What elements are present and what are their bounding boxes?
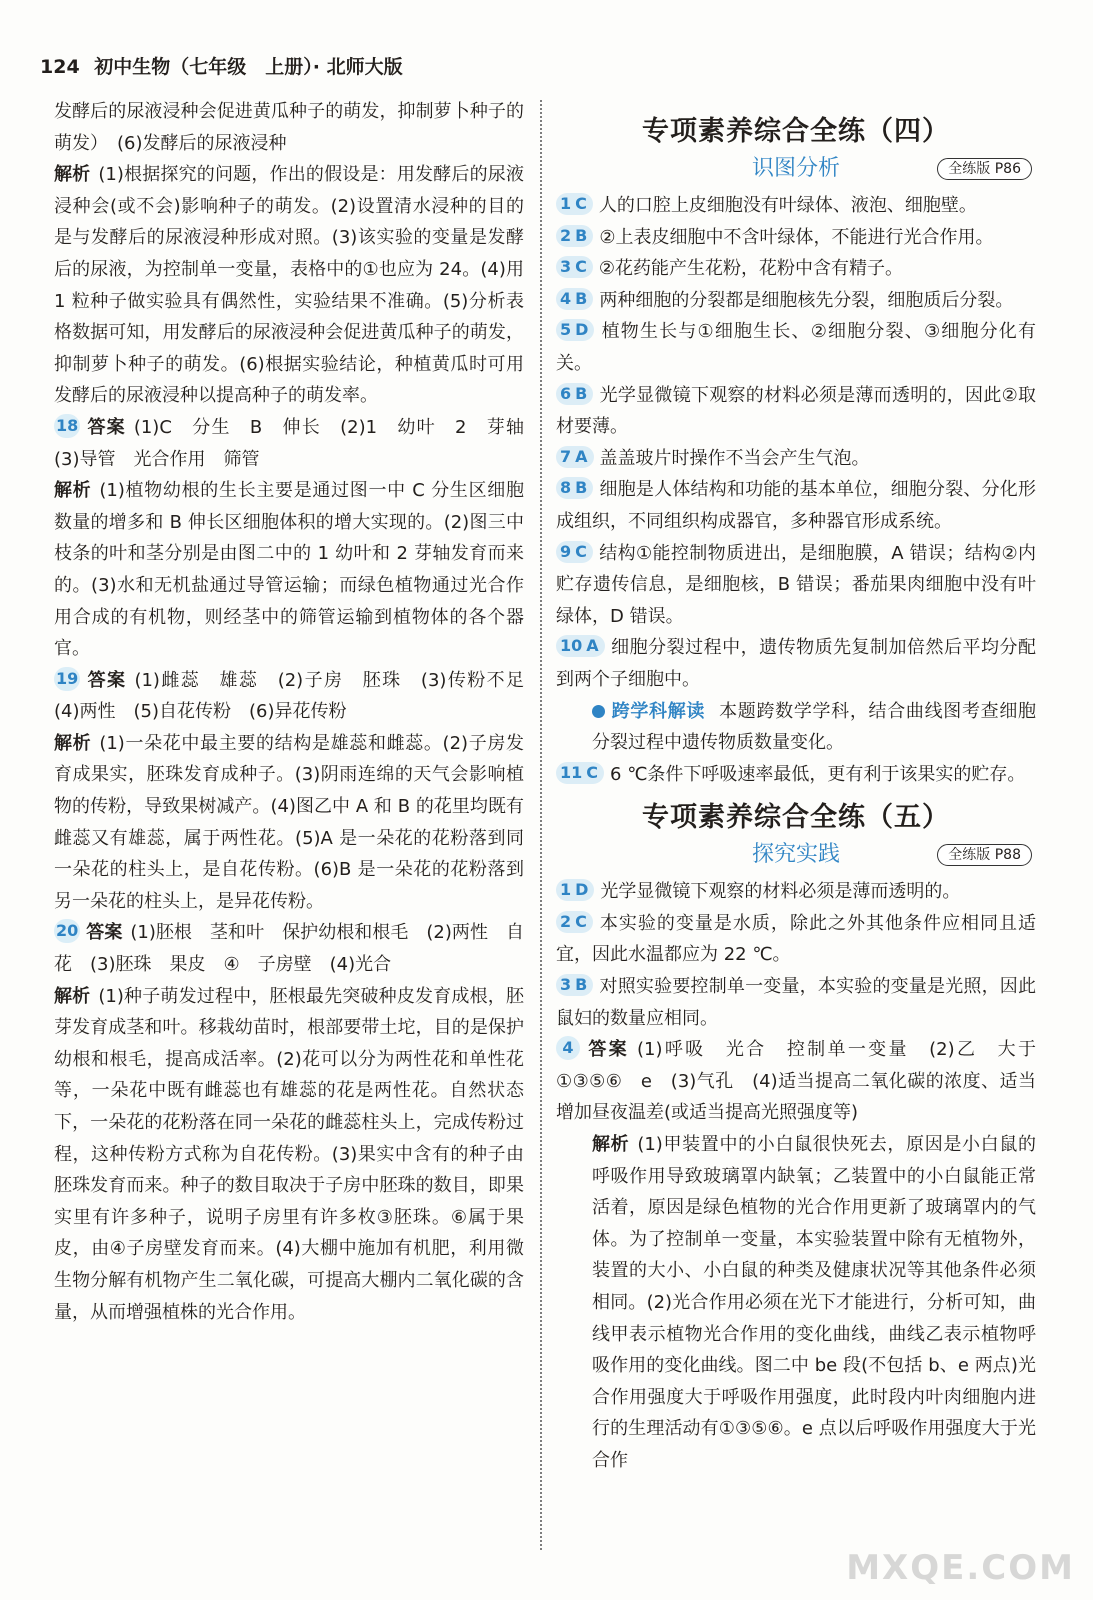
analysis-label: 解析 — [54, 164, 91, 186]
item-text: 盖盖玻片时操作不当会产生气泡。 — [599, 447, 870, 469]
question-tag: 9 C — [556, 541, 593, 563]
q18-analysis — [54, 475, 524, 665]
question-number: 4 — [556, 1036, 580, 1060]
list-item — [556, 474, 1036, 537]
question-tag: 2 B — [556, 225, 593, 247]
section-title-5: 专项素养综合全练（五） — [642, 802, 950, 834]
list-item — [556, 908, 1036, 971]
answer-text: (1)C 分生 B 伸长 (2)1 幼叶 2 芽轴 (3)导管 光合作用 筛管 — [54, 416, 542, 470]
q4-answer — [556, 1034, 1054, 1129]
question-tag: 2 C — [556, 911, 593, 933]
question-tag: 1 D — [556, 879, 594, 901]
q19-answer — [54, 665, 543, 728]
question-number: 19 — [54, 667, 80, 691]
analysis-label: 解析 — [54, 480, 92, 502]
item-text: 6 ℃条件下呼吸速率最低，更有利于该果实的贮存。 — [610, 763, 1026, 785]
question-tag: 11 C — [556, 762, 604, 784]
item-text: 细胞分裂过程中，遗传物质先复制加倍然后平均分配到两个子细胞中。 — [556, 637, 1036, 690]
item-text: 人的口腔上皮细胞没有叶绿体、液泡、细胞壁。 — [598, 195, 977, 216]
watermark: MXQE.COM — [846, 1548, 1075, 1588]
q20-analysis — [54, 981, 524, 1329]
section-5-items — [556, 876, 1036, 1034]
question-tag: 1 C — [556, 193, 593, 215]
item-text: 光学显微镜下观察的材料必须是薄而透明的。 — [600, 881, 961, 903]
item-text: 细胞是人体结构和功能的基本单位，细胞分裂、分化形成组织，不同组织构成器官，多种器官形成系统。 — [556, 479, 1036, 532]
right-column — [556, 96, 1054, 1477]
item-text: 结构①能控制物质进出，是细胞膜，A 错误；结构②内贮存遗传信息，是细胞核，B 错误；番茄果肉细胞中没有叶绿体，D 错误。 — [556, 542, 1036, 627]
item-text: 对照实验要控制单一变量，本实验的变量是光照，因此鼠妇的数量应相同。 — [556, 976, 1036, 1029]
answer-text: (1)胚根 茎和叶 保护幼根和根毛 (2)两性 自花 (3)胚珠 果皮 ④ 子房壁 (4)光合 — [54, 922, 525, 976]
question-tag: 5 D — [556, 319, 594, 341]
section-subheader-5 — [556, 838, 1036, 872]
intro-text: 发酵后的尿液浸种会促进黄瓜种子的萌发，抑制萝卜种子的萌发） (6)发酵后的尿液浸种 — [54, 101, 524, 154]
question-tag: 4 B — [556, 288, 593, 310]
page-ref-badge: 全练版 P88 — [937, 844, 1032, 866]
question-tag: 3 B — [556, 974, 593, 996]
analysis-text: (1)种子萌发过程中，胚根最先突破种皮发育成根，胚芽发育成茎和叶。移栽幼苗时，根部要带土坨，目的是保护幼根和根毛，提高成活率。(2)花可以分为两性花和单性花等，一朵花中既有雌蕊也有雄蕊的花是两性花。自然状态下，一朵花的花粉落在同一朵花的雌蕊柱头上，完成传粉过程，这种传粉方式称为自花传粉。(3)果实中含有的种子由胚珠发育而来。种子的数目取决于子房中胚珠的数目，即果实里有许多种子，说明子房里有许多枚③胚珠。⑥属于果皮，由④子房壁发育而来。(4)大棚中施加有机肥，利用微生物分解有机物产生二氧化碳，可提高大棚内二氧化碳的含量，从而增强植株的光合作用。 — [54, 985, 524, 1323]
list-item — [556, 285, 1036, 317]
analysis-text: (1)甲装置中的小白鼠很快死去，原因是小白鼠的呼吸作用导致玻璃罩内缺氧；乙装置中的小白鼠能正常活着，原因是绿色植物的光合作用更新了玻璃罩内的气体。为了控制单一变量，本实验装置中除有无植物外，装置的大小、小白鼠的种类及健康状况等其他条件必须相同。(2)光合作用必须在光下才能进行，分析可知，曲线甲表示植物光合作用的变化曲线，曲线乙表示植物呼吸作用的变化曲线。图二中 be 段(不包括 b、e 两点)光合作用强度大于呼吸作用强度，此时段内叶肉细胞内进行的生理活动有①③⑤⑥。e 点以后呼吸作用强度大于光合作 — [592, 1134, 1037, 1471]
answer-label: 答案 — [86, 416, 126, 438]
section-subheader-4 — [556, 152, 1036, 186]
list-item — [556, 876, 1036, 908]
item-text: 两种细胞的分裂都是细胞核先分裂，细胞质后分裂。 — [599, 289, 1014, 311]
section-subtitle: 探究实践 — [751, 842, 840, 868]
item-text: 本实验的变量是水质，除此之外其他条件应相同且适宜，因此水温都应为 22 ℃。 — [556, 912, 1036, 966]
list-item — [556, 759, 1036, 791]
page-ref-badge: 全练版 P86 — [937, 158, 1032, 180]
cross-subject-label: 跨学科解读 — [592, 701, 705, 722]
question-tag: 7 A — [556, 446, 594, 468]
list-item — [556, 222, 1036, 254]
answer-label: 答案 — [86, 669, 127, 691]
item-text: ②上表皮细胞中不含叶绿体，不能进行光合作用。 — [599, 226, 994, 248]
analysis-label: 解析 — [54, 732, 92, 754]
analysis-label: 解析 — [592, 1134, 630, 1156]
answer-text: (1)雌蕊 雄蕊 (2)子房 胚珠 (3)传粉不足 (4)两性 (5)自花传粉 (6)异花传粉 — [54, 669, 543, 723]
bullet-icon — [592, 705, 605, 718]
answer-label: 答案 — [86, 922, 123, 944]
q18-answer — [54, 412, 542, 475]
q19-analysis — [54, 728, 524, 918]
answer-text: (1)呼吸 光合 控制单一变量 (2)乙 大于 ①③⑤⑥ e (3)气孔 (4)适当提高二氧化碳的浓度、适当增加昼夜温差(或适当提高光照强度等) — [556, 1039, 1054, 1124]
analysis-text: (1)一朵花中最主要的结构是雄蕊和雌蕊。(2)子房发育成果实，胚珠发育成种子。(3)阴雨连绵的天气会影响植物的传粉，导致果树减产。(4)图乙中 A 和 B 的花里均既有雌蕊又有雄蕊，属于两性花。(5)A 是一朵花的花粉落到同一朵花的柱头上，是自花传粉。(6)B 是一朵花的花粉落到另一朵花的柱头上，是异花传粉。 — [54, 732, 525, 912]
section-4-items — [556, 190, 1036, 696]
q20-answer — [54, 917, 524, 980]
list-item — [556, 316, 1036, 379]
book-title: 初中生物（七年级 上册）· 北师大版 — [94, 56, 403, 78]
question-tag: 8 B — [556, 477, 593, 499]
analysis-label: 解析 — [54, 985, 91, 1007]
answer-label: 答案 — [586, 1039, 629, 1061]
page-header — [40, 52, 403, 79]
column-divider — [540, 100, 542, 1550]
question-number: 20 — [54, 919, 80, 943]
intro-analysis — [54, 159, 524, 412]
page-number: 124 — [40, 56, 80, 78]
question-tag: 6 B — [556, 383, 593, 405]
list-item — [556, 380, 1036, 443]
item-text: ②花药能产生花粉，花粉中含有精子。 — [598, 258, 904, 280]
cross-subject-note — [556, 696, 1036, 759]
section-subtitle: 识图分析 — [751, 156, 840, 181]
analysis-text: (1)根据探究的问题，作出的假设是：用发酵后的尿液浸种会(或不会)影响种子的萌发。(2)设置清水浸种的目的是与发酵后的尿液浸种形成对照。(3)该实验的变量是发酵后的尿液，为控制单一变量，表格中的①也应为 24。(4)用 1 粒种子做实验具有偶然性，实验结果不准确。(5)分析表格数据可知，用发酵后的尿液浸种会促进黄瓜种子的萌发，抑制萝卜种子的萌发。(6)根据实验结论，种植黄瓜时可用发酵后的尿液浸种以提高种子的萌发率。 — [54, 164, 524, 407]
item-text: 植物生长与①细胞生长、②细胞分裂、③细胞分化有关。 — [556, 321, 1036, 374]
list-item — [556, 443, 1036, 475]
section-title-4: 专项素养综合全练（四） — [642, 116, 950, 147]
list-item — [556, 538, 1036, 633]
list-item — [556, 253, 1036, 285]
list-item — [556, 632, 1036, 695]
left-column — [54, 96, 543, 1328]
cross-subject-text: 本题跨数学学科，结合曲线图考查细胞分裂过程中遗传物质数量变化。 — [592, 700, 1037, 754]
list-item — [556, 971, 1036, 1034]
q4-analysis — [556, 1129, 1036, 1477]
analysis-text: (1)植物幼根的生长主要是通过图一中 C 分生区细胞数量的增多和 B 伸长区细胞体积的增大实现的。(2)图三中枝条的叶和茎分别是由图二中的 1 幼叶和 2 芽轴发育而来的。(3)水和无机盐通过导管运输；而绿色植物通过光合作用合成的有机物，则经茎中的筛管运输到植物体的各个器官。 — [54, 480, 524, 660]
question-tag: 10 A — [556, 635, 605, 657]
item-text: 光学显微镜下观察的材料必须是薄而透明的，因此②取材要薄。 — [556, 384, 1036, 438]
question-tag: 3 C — [556, 256, 593, 278]
question-number: 18 — [54, 414, 80, 438]
list-item — [556, 190, 1036, 222]
